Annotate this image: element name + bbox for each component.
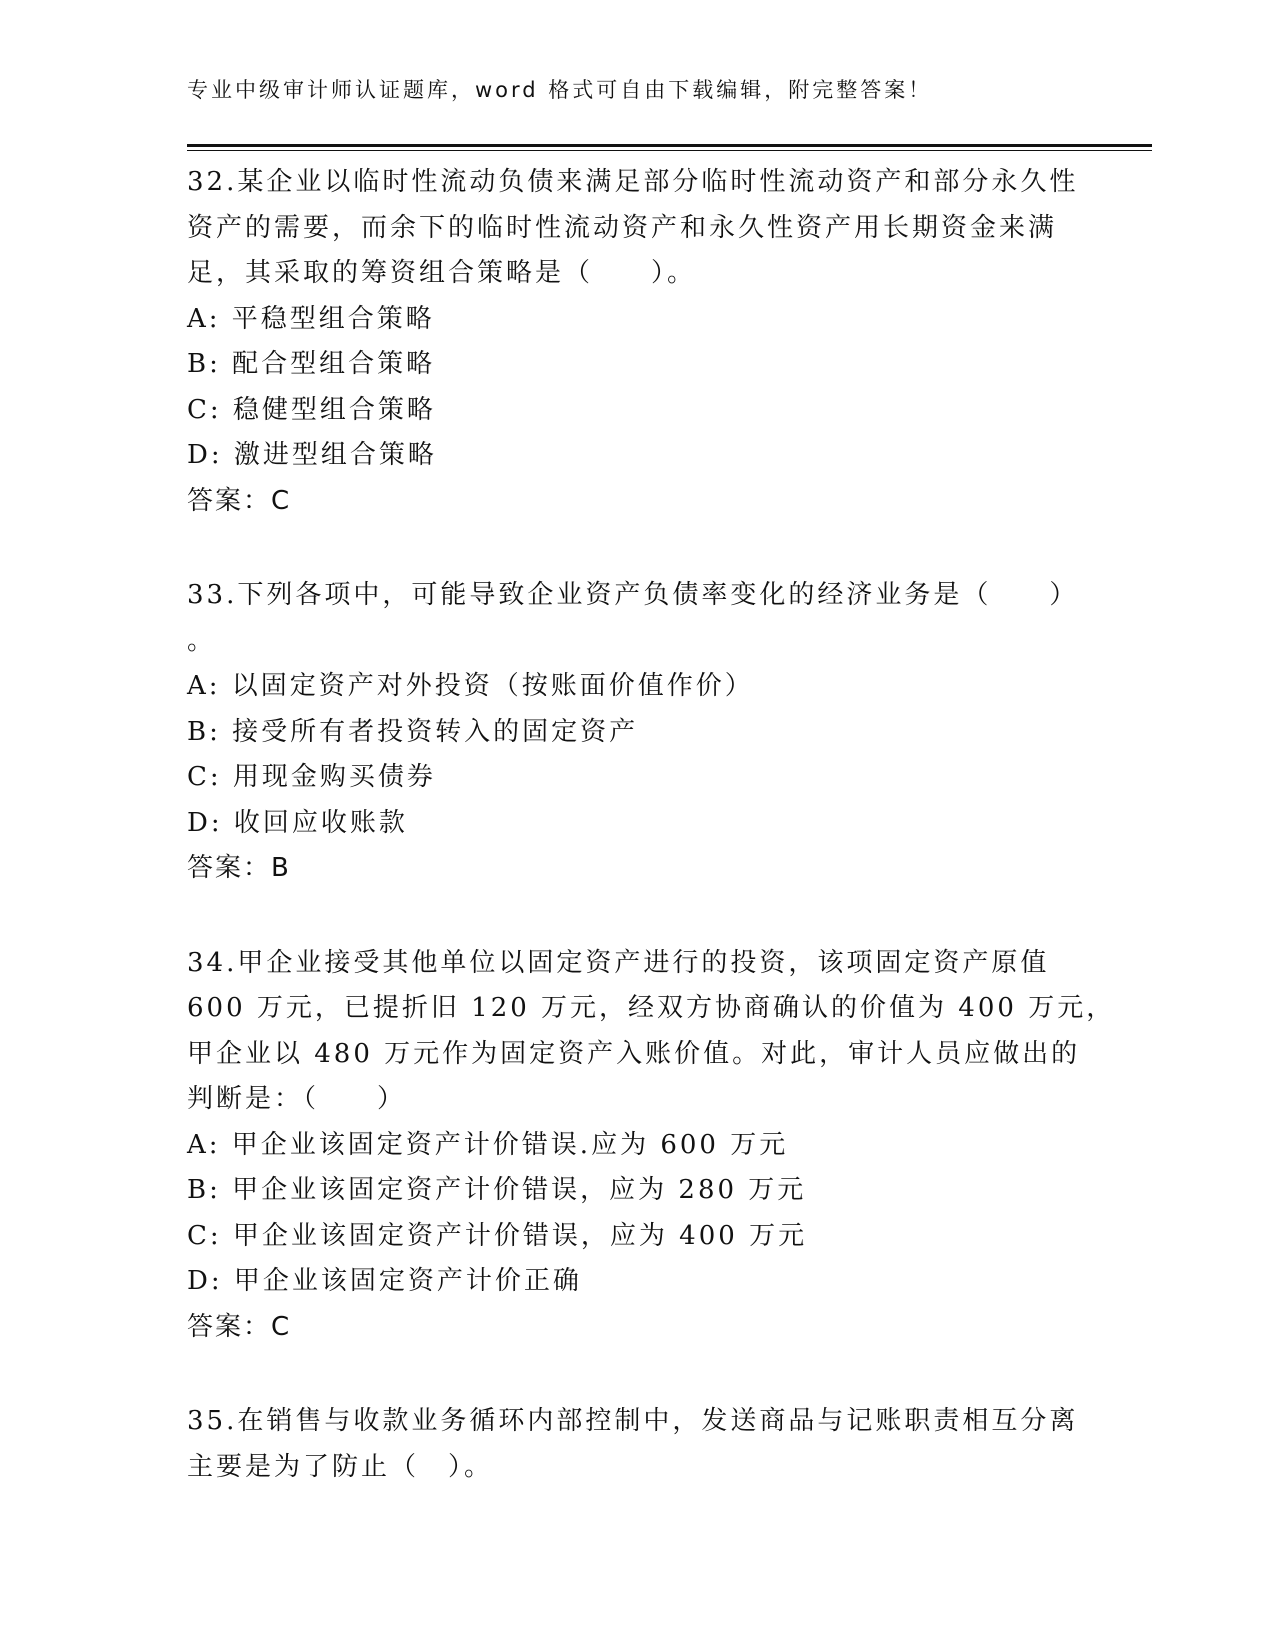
option-c: C: 稳健型组合策略 xyxy=(187,394,436,425)
option-d: D: 收回应收账款 xyxy=(187,807,408,838)
header-rule-thick xyxy=(187,144,1152,147)
question-stem-line: 33.下列各项中，可能导致企业资产负债率变化的经济业务是（ ） xyxy=(187,580,1079,610)
option-d: D: 激进型组合策略 xyxy=(187,440,437,470)
question-stem-line: 甲企业以 480 万元作为固定资产入账价值。对此，审计人员应做出的 xyxy=(187,1038,1081,1069)
option-b: B: 接受所有者投资转入的固定资产 xyxy=(187,716,639,747)
option-a: A: 平稳型组合策略 xyxy=(187,303,435,334)
question-32 xyxy=(187,160,1087,524)
answer: 答案：C xyxy=(187,1311,292,1342)
question-list xyxy=(187,160,1116,1539)
question-stem-line: 足，其采取的筹资组合策略是（ ）。 xyxy=(187,258,697,288)
header-rule-thin xyxy=(187,150,1152,151)
option-a: A: 以固定资产对外投资（按账面价值作价） xyxy=(187,671,754,701)
option-b: B: 甲企业该固定资产计价错误，应为 280 万元 xyxy=(187,1175,807,1205)
question-stem-line: 32.某企业以临时性流动负债来满足部分临时性流动资产和部分永久性 xyxy=(187,167,1079,197)
question-stem-line: 。 xyxy=(187,625,217,656)
question-35 xyxy=(187,1399,1087,1490)
question-33 xyxy=(187,573,1087,892)
answer: 答案：B xyxy=(187,853,291,883)
question-stem-line: 35.在销售与收款业务循环内部控制中，发送商品与记账职责相互分离 xyxy=(187,1406,1079,1436)
question-stem-line: 判断是：（ ） xyxy=(187,1084,407,1114)
page-header: 专业中级审计师认证题库，word 格式可自由下载编辑，附完整答案！ xyxy=(187,78,933,102)
question-stem-line: 34.甲企业接受其他单位以固定资产进行的投资，该项固定资产原值 xyxy=(187,947,1050,978)
option-c: C: 甲企业该固定资产计价错误，应为 400 万元 xyxy=(187,1220,808,1251)
option-c: C: 用现金购买债券 xyxy=(187,762,436,792)
answer: 答案：C xyxy=(187,485,292,516)
question-34 xyxy=(187,941,1116,1351)
option-a: A: 甲企业该固定资产计价错误.应为 600 万元 xyxy=(187,1129,789,1160)
option-b: B: 配合型组合策略 xyxy=(187,349,436,379)
question-stem-line: 主要是为了防止（ ）。 xyxy=(187,1451,494,1482)
question-stem-line: 资产的需要，而余下的临时性流动资产和永久性资产用长期资金来满 xyxy=(187,212,1058,243)
option-d: D: 甲企业该固定资产计价正确 xyxy=(187,1266,582,1296)
question-stem-line: 600 万元，已提折旧 120 万元，经双方协商确认的价值为 400 万元， xyxy=(187,993,1116,1023)
